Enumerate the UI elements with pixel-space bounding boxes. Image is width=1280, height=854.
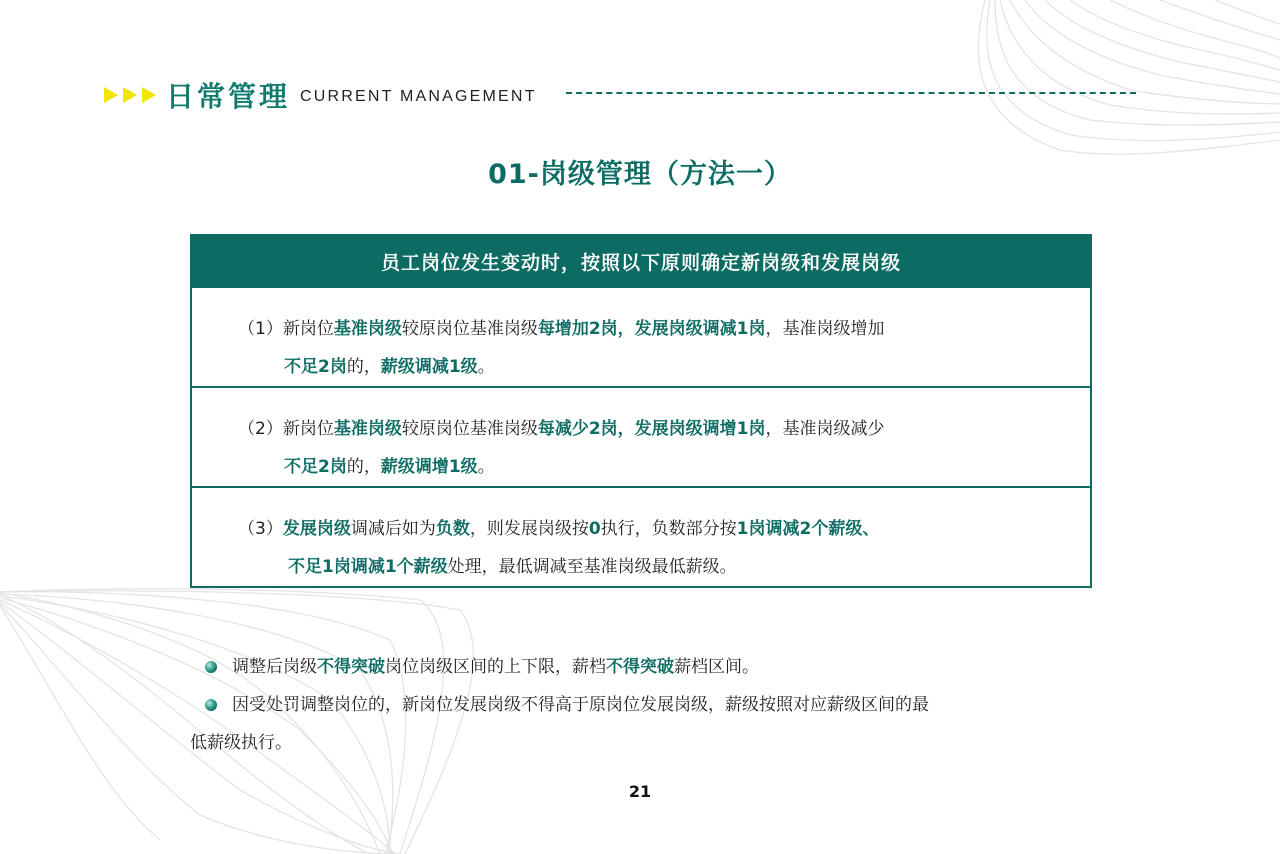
- rules-table: [190, 234, 1092, 588]
- text-segment: （3）: [238, 519, 283, 539]
- text-segment: 调减后如为: [350, 519, 436, 539]
- highlighted-text: 不得突破: [317, 657, 385, 677]
- text-segment: 岗位岗级区间的上下限，薪档: [385, 657, 606, 677]
- note-item: [190, 648, 1100, 686]
- sphere-bullet-icon: [205, 661, 217, 673]
- text-segment: 薪档区间。: [674, 657, 759, 677]
- highlighted-text: 负数: [435, 519, 470, 539]
- page-title: 01-岗级管理（方法一）: [488, 159, 792, 190]
- section-title-cn: 日常管理: [166, 80, 291, 113]
- text-segment: 。: [477, 457, 495, 477]
- text-segment: 较原岗位基准岗级: [401, 319, 538, 339]
- highlighted-text: 0: [588, 519, 601, 539]
- text-segment: 执行，负数部分按: [600, 519, 737, 539]
- rules-table-heading: 员工岗位发生变动时，按照以下原则确定新岗级和发展岗级: [192, 236, 1090, 286]
- text-segment: ，基准岗级减少: [765, 419, 885, 439]
- note-text: [190, 686, 1100, 724]
- arrow-right-icon: [123, 87, 137, 103]
- highlighted-text: 薪级调增1级: [380, 457, 478, 477]
- text-segment: （2）新岗位: [238, 419, 334, 439]
- rule-row: [192, 286, 1090, 386]
- rule-row: [192, 386, 1090, 486]
- triple-arrow-icon: [104, 87, 156, 103]
- text-segment: （1）新岗位: [238, 319, 334, 339]
- sphere-bullet-icon: [205, 699, 217, 711]
- notes-list: [190, 648, 1100, 762]
- rule-line: [238, 548, 1070, 586]
- arrow-right-icon: [142, 87, 156, 103]
- highlighted-text: 发展岗级: [282, 519, 351, 539]
- highlighted-text: 每增加2岗，发展岗级调减1岗: [537, 319, 766, 339]
- highlighted-text: 1岗调减2个薪级、: [736, 519, 880, 539]
- text-segment: 因受处罚调整岗位的，新岗位发展岗级不得高于原岗位发展岗级，薪级按照对应薪级区间的最: [232, 695, 929, 715]
- text-segment: 处理，最低调减至基准岗级最低薪级。: [447, 557, 737, 577]
- text-segment: 调整后岗级: [232, 657, 317, 677]
- highlighted-text: 不得突破: [606, 657, 674, 677]
- highlighted-text: 每减少2岗，发展岗级调增1岗: [537, 419, 766, 439]
- rule-line: [238, 348, 1070, 386]
- page-number: 21: [628, 782, 652, 801]
- text-segment: 的，: [346, 457, 381, 477]
- text-segment: 。: [477, 357, 495, 377]
- text-segment: ，基准岗级增加: [765, 319, 885, 339]
- highlighted-text: 薪级调减1级: [380, 357, 478, 377]
- note-text: [190, 648, 1100, 686]
- highlighted-text: 不足2岗: [284, 457, 347, 477]
- highlighted-text: 基准岗级: [333, 419, 402, 439]
- rule-line: [238, 410, 1070, 448]
- rule-line: [238, 448, 1070, 486]
- text-segment: ，则发展岗级按: [469, 519, 589, 539]
- note-item: [190, 686, 1100, 762]
- section-header: [104, 78, 537, 112]
- section-title-en: CURRENT MANAGEMENT: [300, 88, 537, 105]
- highlighted-text: 不足1岗调减1个薪级: [288, 557, 448, 577]
- highlighted-text: 不足2岗: [284, 357, 347, 377]
- text-segment: 的，: [346, 357, 381, 377]
- rule-line: [238, 310, 1070, 348]
- rule-line: [238, 510, 1070, 548]
- header-dashed-divider: [566, 92, 1136, 94]
- highlighted-text: 基准岗级: [333, 319, 402, 339]
- note-text-continuation: 低薪级执行。: [190, 733, 292, 753]
- text-segment: 较原岗位基准岗级: [401, 419, 538, 439]
- rule-row: [192, 486, 1090, 586]
- arrow-right-icon: [104, 87, 118, 103]
